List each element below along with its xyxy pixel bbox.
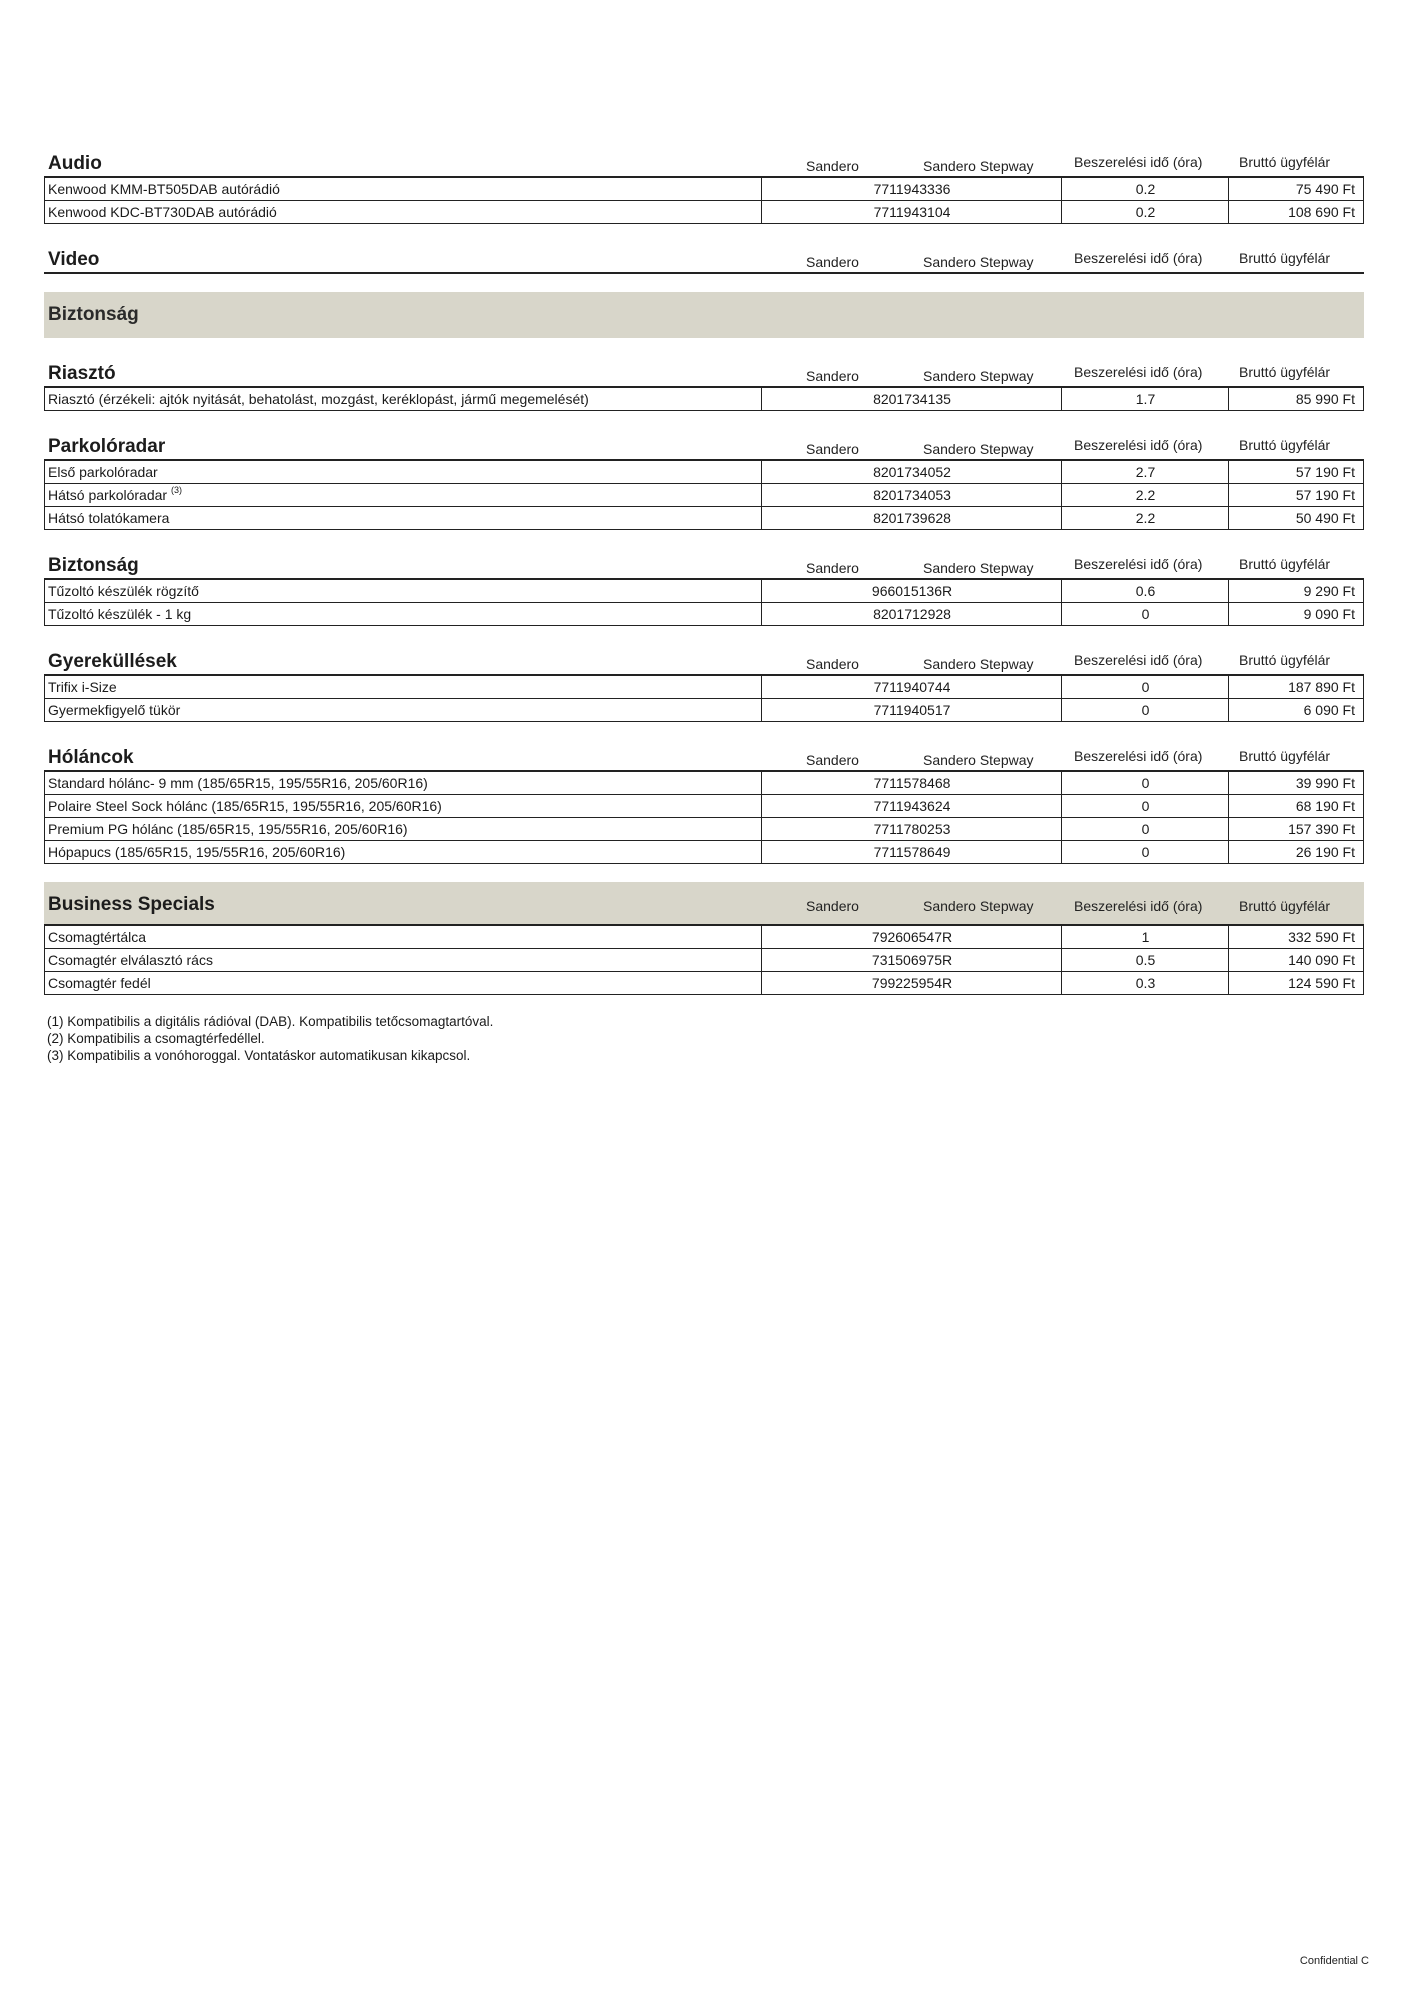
item-price: 75 490 Ft bbox=[1228, 178, 1363, 200]
col-stepway: Sandero Stepway bbox=[923, 368, 1034, 384]
footnote: (2) Kompatibilis a csomagtérfedéllel. bbox=[47, 1031, 265, 1046]
item-time: 2.7 bbox=[1061, 461, 1229, 483]
item-name: Riasztó (érzékeli: ajtók nyitását, behatolást, mozgást, keréklopást, jármű megemelését) bbox=[48, 391, 589, 407]
item-code: 8201712928 bbox=[761, 603, 1062, 625]
item-price: 39 990 Ft bbox=[1228, 772, 1363, 794]
item-code: 7711780253 bbox=[761, 818, 1062, 840]
col-price: Bruttó ügyfélár bbox=[1239, 556, 1331, 572]
item-code: 792606547R bbox=[761, 926, 1062, 948]
col-stepway: Sandero Stepway bbox=[923, 441, 1034, 457]
item-code: 7711943624 bbox=[761, 795, 1062, 817]
item-time: 0.5 bbox=[1061, 949, 1229, 971]
table-row bbox=[44, 676, 1364, 699]
accessory-price-list bbox=[44, 146, 1364, 1064]
section-title: Riasztó bbox=[48, 363, 116, 384]
section-header bbox=[44, 644, 1364, 676]
item-name: Első parkolóradar bbox=[48, 464, 158, 480]
col-sandero: Sandero bbox=[806, 656, 859, 672]
item-time: 1.7 bbox=[1061, 388, 1229, 410]
table-row bbox=[44, 178, 1364, 201]
table-row bbox=[44, 772, 1364, 795]
item-price: 124 590 Ft bbox=[1228, 972, 1363, 994]
section-business-specials bbox=[44, 882, 1364, 995]
col-time: Beszerelési idő (óra) bbox=[1074, 556, 1203, 572]
item-time: 2.2 bbox=[1061, 507, 1229, 529]
item-name: Csomagtér fedél bbox=[48, 975, 151, 991]
col-stepway: Sandero Stepway bbox=[923, 158, 1034, 174]
col-price: Bruttó ügyfélár bbox=[1239, 652, 1331, 668]
table-row bbox=[44, 795, 1364, 818]
category-title: Biztonság bbox=[48, 304, 139, 325]
col-sandero: Sandero bbox=[806, 560, 859, 576]
section-holancok bbox=[44, 740, 1364, 864]
footnote-ref: (3) bbox=[170, 485, 182, 495]
section-header bbox=[44, 429, 1364, 461]
table-row bbox=[44, 603, 1364, 626]
item-price: 187 890 Ft bbox=[1228, 676, 1363, 698]
section-title: Business Specials bbox=[48, 894, 215, 915]
col-price: Bruttó ügyfélár bbox=[1239, 898, 1331, 914]
item-code: 731506975R bbox=[761, 949, 1062, 971]
item-time: 0 bbox=[1061, 795, 1229, 817]
col-stepway: Sandero Stepway bbox=[923, 254, 1034, 270]
item-price: 68 190 Ft bbox=[1228, 795, 1363, 817]
col-time: Beszerelési idő (óra) bbox=[1074, 154, 1203, 170]
col-time: Beszerelési idő (óra) bbox=[1074, 364, 1203, 380]
col-sandero: Sandero bbox=[806, 752, 859, 768]
footnotes bbox=[44, 1013, 1364, 1064]
section-title: Parkolóradar bbox=[48, 436, 166, 457]
col-price: Bruttó ügyfélár bbox=[1239, 748, 1331, 764]
table-row bbox=[44, 461, 1364, 484]
table-row bbox=[44, 949, 1364, 972]
item-time: 0.2 bbox=[1061, 178, 1229, 200]
item-code: 8201739628 bbox=[761, 507, 1062, 529]
item-code: 7711578468 bbox=[761, 772, 1062, 794]
col-price: Bruttó ügyfélár bbox=[1239, 154, 1331, 170]
table-row bbox=[44, 201, 1364, 224]
item-name: Kenwood KDC-BT730DAB autórádió bbox=[48, 204, 277, 220]
footnote: (3) Kompatibilis a vonóhoroggal. Vontatáskor automatikusan kikapcsol. bbox=[47, 1048, 471, 1063]
table-row bbox=[44, 818, 1364, 841]
item-price: 57 190 Ft bbox=[1228, 484, 1363, 506]
item-price: 85 990 Ft bbox=[1228, 388, 1363, 410]
item-price: 108 690 Ft bbox=[1228, 201, 1363, 223]
item-price: 6 090 Ft bbox=[1228, 699, 1363, 721]
col-time: Beszerelési idő (óra) bbox=[1074, 748, 1203, 764]
item-price: 157 390 Ft bbox=[1228, 818, 1363, 840]
table-row bbox=[44, 484, 1364, 507]
section-title: Audio bbox=[48, 153, 102, 174]
col-price: Bruttó ügyfélár bbox=[1239, 437, 1331, 453]
item-code: 7711943336 bbox=[761, 178, 1062, 200]
table-row bbox=[44, 972, 1364, 995]
item-time: 0.6 bbox=[1061, 580, 1229, 602]
item-code: 966015136R bbox=[761, 580, 1062, 602]
section-video bbox=[44, 242, 1364, 274]
item-name: Polaire Steel Sock hólánc (185/65R15, 195/55R16, 205/60R16) bbox=[48, 798, 442, 814]
item-time: 2.2 bbox=[1061, 484, 1229, 506]
col-time: Beszerelési idő (óra) bbox=[1074, 250, 1203, 266]
item-code: 799225954R bbox=[761, 972, 1062, 994]
table-row bbox=[44, 926, 1364, 949]
item-code: 7711940517 bbox=[761, 699, 1062, 721]
item-price: 9 290 Ft bbox=[1228, 580, 1363, 602]
item-price: 57 190 Ft bbox=[1228, 461, 1363, 483]
table-row bbox=[44, 388, 1364, 411]
item-time: 1 bbox=[1061, 926, 1229, 948]
section-header bbox=[44, 882, 1364, 926]
col-time: Beszerelési idő (óra) bbox=[1074, 437, 1203, 453]
col-sandero: Sandero bbox=[806, 254, 859, 270]
section-header bbox=[44, 242, 1364, 274]
section-header bbox=[44, 356, 1364, 388]
item-name: Trifix i-Size bbox=[48, 679, 117, 695]
section-title: Biztonság bbox=[48, 555, 139, 576]
item-name: Csomagtér elválasztó rács bbox=[48, 952, 213, 968]
item-time: 0 bbox=[1061, 603, 1229, 625]
item-name-cell bbox=[48, 484, 182, 506]
item-name: Kenwood KMM-BT505DAB autórádió bbox=[48, 181, 280, 197]
table-row bbox=[44, 841, 1364, 864]
section-header bbox=[44, 548, 1364, 580]
col-price: Bruttó ügyfélár bbox=[1239, 250, 1331, 266]
section-audio bbox=[44, 146, 1364, 224]
section-title: Gyereküllések bbox=[48, 651, 177, 672]
col-stepway: Sandero Stepway bbox=[923, 560, 1034, 576]
section-header bbox=[44, 740, 1364, 772]
item-code: 7711578649 bbox=[761, 841, 1062, 863]
item-name: Hópapucs (185/65R15, 195/55R16, 205/60R16) bbox=[48, 844, 346, 860]
item-time: 0 bbox=[1061, 699, 1229, 721]
item-price: 50 490 Ft bbox=[1228, 507, 1363, 529]
col-sandero: Sandero bbox=[806, 898, 859, 914]
col-sandero: Sandero bbox=[806, 158, 859, 174]
item-code: 7711943104 bbox=[761, 201, 1062, 223]
item-name: Premium PG hólánc (185/65R15, 195/55R16, 205/60R16) bbox=[48, 821, 408, 837]
item-price: 26 190 Ft bbox=[1228, 841, 1363, 863]
item-name: Tűzoltó készülék - 1 kg bbox=[48, 606, 192, 622]
section-gyerekulesek bbox=[44, 644, 1364, 722]
section-parkoloradar bbox=[44, 429, 1364, 530]
item-price: 140 090 Ft bbox=[1228, 949, 1363, 971]
item-code: 8201734052 bbox=[761, 461, 1062, 483]
section-title: Hóláncok bbox=[48, 747, 134, 768]
footnote: (1) Kompatibilis a digitális rádióval (DAB). Kompatibilis tetőcsomagtartóval. bbox=[47, 1014, 494, 1029]
col-time: Beszerelési idő (óra) bbox=[1074, 898, 1203, 914]
section-title: Video bbox=[48, 249, 100, 270]
section-biztonsag bbox=[44, 548, 1364, 626]
item-name: Csomagtértálca bbox=[48, 929, 147, 945]
section-header bbox=[44, 146, 1364, 178]
item-time: 0 bbox=[1061, 841, 1229, 863]
item-price: 9 090 Ft bbox=[1228, 603, 1363, 625]
item-time: 0 bbox=[1061, 772, 1229, 794]
item-name: Hátsó tolatókamera bbox=[48, 510, 170, 526]
col-sandero: Sandero bbox=[806, 441, 859, 457]
item-code: 8201734053 bbox=[761, 484, 1062, 506]
item-price: 332 590 Ft bbox=[1228, 926, 1363, 948]
category-band-biztonsag bbox=[44, 292, 1364, 338]
item-name: Standard hólánc- 9 mm (185/65R15, 195/55R16, 205/60R16) bbox=[48, 775, 428, 791]
col-stepway: Sandero Stepway bbox=[923, 898, 1034, 914]
item-name: Tűzoltó készülék rögzítő bbox=[48, 583, 199, 599]
item-name: Hátsó parkolóradar bbox=[48, 487, 168, 503]
table-row bbox=[44, 699, 1364, 722]
item-time: 0.2 bbox=[1061, 201, 1229, 223]
item-time: 0.3 bbox=[1061, 972, 1229, 994]
confidential-label: Confidential C bbox=[1299, 1955, 1369, 1967]
item-time: 0 bbox=[1061, 818, 1229, 840]
table-row bbox=[44, 507, 1364, 530]
item-code: 8201734135 bbox=[761, 388, 1062, 410]
item-time: 0 bbox=[1061, 676, 1229, 698]
section-riaszto bbox=[44, 356, 1364, 411]
col-stepway: Sandero Stepway bbox=[923, 752, 1034, 768]
item-code: 7711940744 bbox=[761, 676, 1062, 698]
col-time: Beszerelési idő (óra) bbox=[1074, 652, 1203, 668]
col-price: Bruttó ügyfélár bbox=[1239, 364, 1331, 380]
item-name: Gyermekfigyelő tükör bbox=[48, 702, 181, 718]
col-sandero: Sandero bbox=[806, 368, 859, 384]
col-stepway: Sandero Stepway bbox=[923, 656, 1034, 672]
table-row bbox=[44, 580, 1364, 603]
